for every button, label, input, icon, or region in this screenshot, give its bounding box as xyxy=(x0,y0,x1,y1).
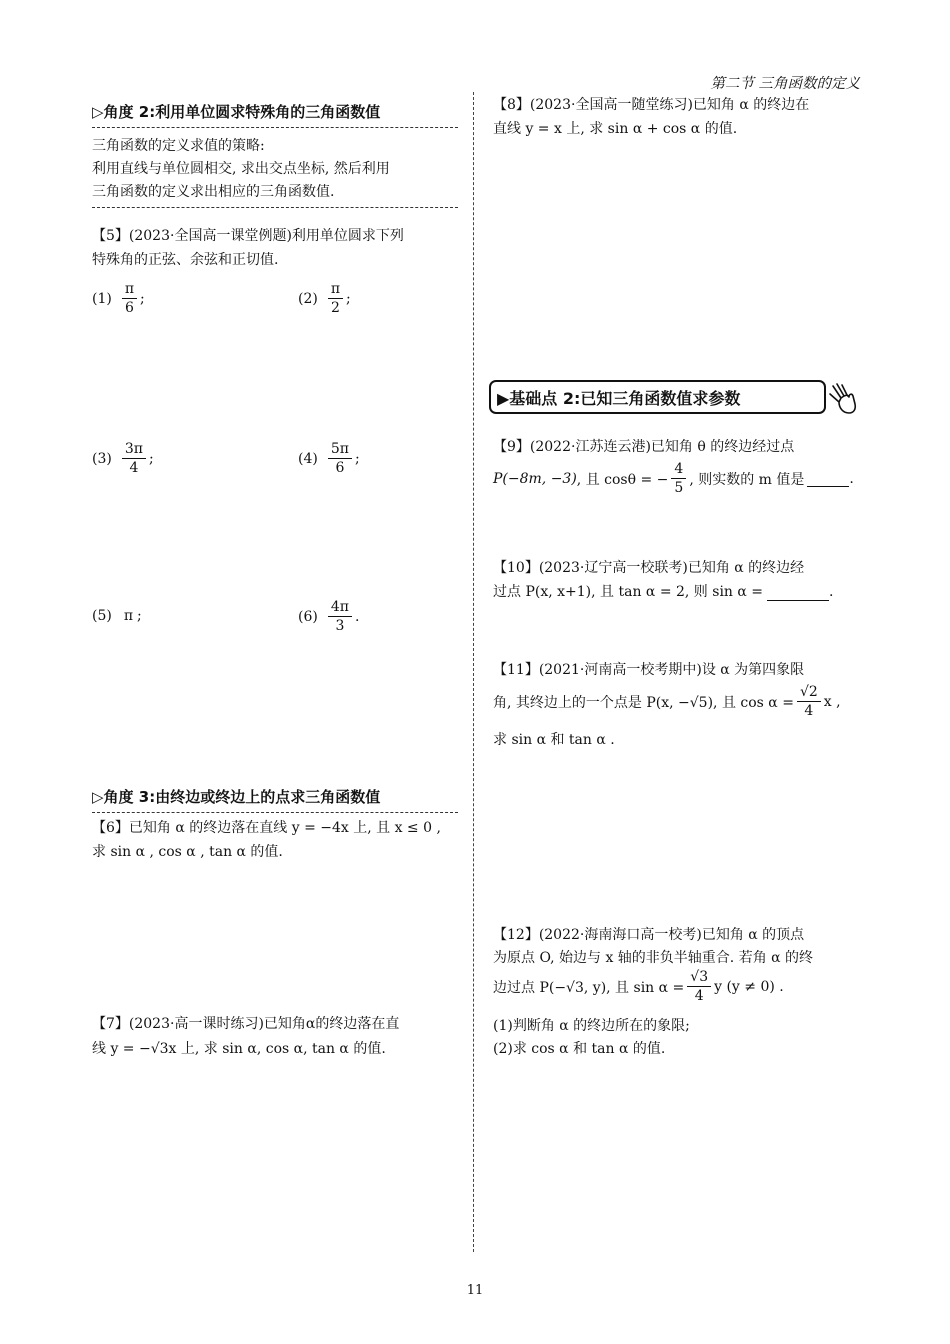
q8-line-1: 【8】(2023·全国高一随堂练习)已知角 α 的终边在 xyxy=(493,97,810,113)
part-label: (3) xyxy=(92,450,112,467)
q7-line-1: 【7】(2023·高一课时练习)已知角α的终边落在直 xyxy=(92,1016,400,1032)
fraction: $\frac{√3}{4}$ xyxy=(687,968,711,1005)
column-divider xyxy=(473,92,474,1252)
q12-sub-2: (2)求 cos α 和 tan α 的值. xyxy=(493,1041,666,1057)
fraction: $\frac{\pi}{6}$ xyxy=(122,280,137,317)
part-label: (4) xyxy=(298,450,318,467)
q9-line-1: 【9】(2022·江苏连云港)已知角 θ 的终边经过点 xyxy=(493,439,795,455)
part-label: (2) xyxy=(298,290,318,307)
q11-line-2: 角, 其终边上的一个点是 P(x, −√5), 且 cos α = $\frac{√2}{4}$ x , xyxy=(493,684,841,719)
q12-line-1: 【12】(2022·海南海口高一校考)已知角 α 的顶点 xyxy=(493,927,805,943)
part-label: (5) xyxy=(92,608,112,624)
q5-line-1: 【5】(2023·全国高一课堂例题)利用单位圆求下列 xyxy=(92,228,404,244)
q5-part-4: (4) $\frac{5\pi}{6}$ ; xyxy=(298,441,360,476)
q9-line-2: P(−8m, −3) , 且 cosθ = − $\frac{4}{5}$ , 则实数的 m 值是 . xyxy=(493,461,854,496)
fraction: $\frac{√2}{4}$ xyxy=(797,683,821,720)
q5-part-2: (2) $\frac{\pi}{2}$ ; xyxy=(298,281,351,316)
q10-line-1: 【10】(2023·辽宁高一校联考)已知角 α 的终边经 xyxy=(493,560,805,576)
q6-line-1: 【6】已知角 α 的终边落在直线 y = −4x 上, 且 x ≤ 0 , xyxy=(92,820,441,836)
angle2-divider xyxy=(92,127,458,128)
strategy-divider xyxy=(92,207,458,208)
part-label: (6) xyxy=(298,608,318,625)
page-number: 11 xyxy=(466,1283,484,1298)
strategy-line-1: 利用直线与单位圆相交, 求出交点坐标, 然后利用 xyxy=(92,161,390,177)
basic-point-2-header: ▶基础点 2:已知三角函数值求参数 xyxy=(489,380,826,414)
q5-part-5: (5) π ; xyxy=(92,608,142,624)
q5-part-6: (6) $\frac{4\pi}{3}$ . xyxy=(298,599,360,634)
q12-sub-1: (1)判断角 α 的终边所在的象限; xyxy=(493,1018,690,1034)
q11-line-3: 求 sin α 和 tan α . xyxy=(493,732,615,748)
pointing-hand-icon xyxy=(827,382,859,416)
strategy-title: 三角函数的定义求值的策略: xyxy=(92,138,265,154)
q12-line-3: 边过点 P(−√3, y), 且 sin α = $\frac{√3}{4}$ y (y ≠ 0) . xyxy=(493,969,784,1004)
q7-line-2: 线 y = −√3x 上, 求 sin α, cos α, tan α 的值. xyxy=(92,1041,386,1057)
fraction: $\frac{\pi}{2}$ xyxy=(328,280,343,317)
angle3-title: ▷角度 3:由终边或终边上的点求三角函数值 xyxy=(92,788,381,806)
angle3-divider xyxy=(92,812,458,813)
q5-part-3: (3) $\frac{3\pi}{4}$ ; xyxy=(92,441,154,476)
q10-line-2: 过点 P(x, x+1), 且 tan α = 2, 则 sin α = . xyxy=(493,584,834,600)
strategy-line-2: 三角函数的定义求出相应的三角函数值. xyxy=(92,184,335,200)
q8-line-2: 直线 y = x 上, 求 sin α + cos α 的值. xyxy=(493,121,738,137)
q12-line-2: 为原点 O, 始边与 x 轴的非负半轴重合. 若角 α 的终 xyxy=(493,950,814,966)
fraction: $\frac{5\pi}{6}$ xyxy=(328,440,352,477)
fraction: $\frac{4\pi}{3}$ xyxy=(328,598,352,635)
page-header-title: 第二节 三角函数的定义 xyxy=(710,76,860,92)
q5-line-2: 特殊角的正弦、余弦和正切值. xyxy=(92,252,279,268)
answer-blank[interactable] xyxy=(767,584,829,601)
fraction: $\frac{4}{5}$ xyxy=(671,460,686,497)
fraction: $\frac{3\pi}{4}$ xyxy=(122,440,146,477)
answer-blank[interactable] xyxy=(807,470,849,487)
q6-line-2: 求 sin α , cos α , tan α 的值. xyxy=(92,844,283,860)
q11-line-1: 【11】(2021·河南高一校考期中)设 α 为第四象限 xyxy=(493,662,805,678)
angle2-title: ▷角度 2:利用单位圆求特殊角的三角函数值 xyxy=(92,103,381,121)
q5-part-1: (1) $\frac{\pi}{6}$ ; xyxy=(92,281,145,316)
part-label: (1) xyxy=(92,290,112,307)
